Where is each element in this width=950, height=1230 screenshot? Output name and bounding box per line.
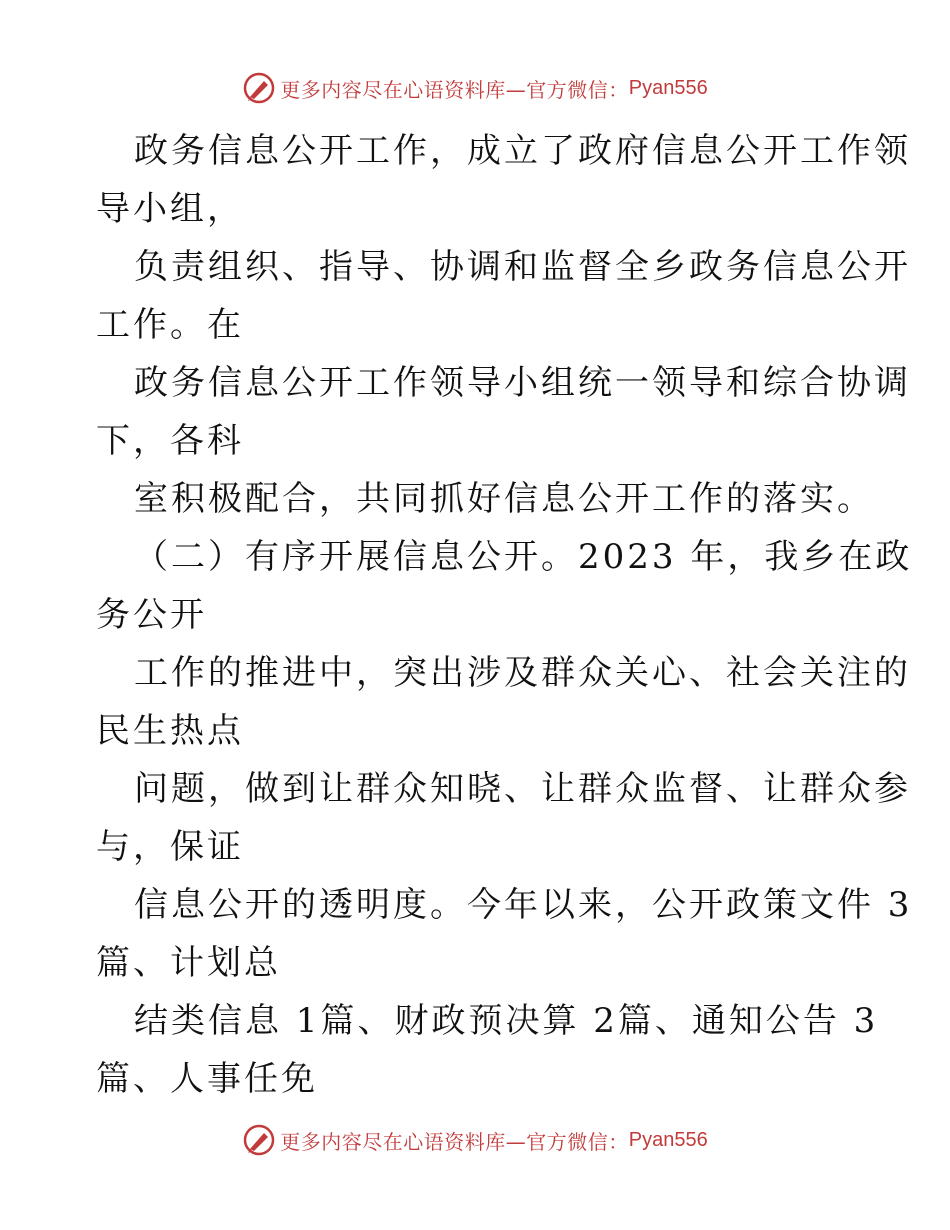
text-line: 室积极配合，共同抓好信息公开工作的落实。 bbox=[134, 479, 874, 519]
text-line: 导小组， bbox=[96, 189, 244, 229]
text-line: 结类信息 1篇、财政预决算 2篇、通知公告 3 bbox=[134, 1001, 879, 1041]
banner-text: 更多内容尽在心语资料库—官方微信： bbox=[280, 77, 629, 102]
text-line: 信息公开的透明度。今年以来，公开政策文件 3 bbox=[134, 885, 913, 925]
text-line: 负责组织、指导、协调和监督全乡政务信息公开 bbox=[134, 247, 911, 287]
text-line: 下，各科 bbox=[96, 421, 244, 461]
text-line: 篇、人事任免 bbox=[96, 1059, 318, 1099]
document-body bbox=[96, 122, 913, 1108]
footer-banner bbox=[0, 1120, 950, 1160]
text-line: 工作的推进中，突出涉及群众关心、社会关注的 bbox=[134, 653, 911, 693]
text-line: 问题，做到让群众知晓、让群众监督、让群众参 bbox=[134, 769, 911, 809]
pen-logo-icon bbox=[242, 1123, 276, 1157]
text-line: 政务信息公开工作领导小组统一领导和综合协调 bbox=[134, 363, 911, 403]
text-line: （二）有序开展信息公开。2023 年，我乡在政 bbox=[134, 537, 913, 577]
text-line: 篇、计划总 bbox=[96, 943, 281, 983]
text-line: 民生热点 bbox=[96, 711, 244, 751]
pen-logo-icon bbox=[242, 71, 276, 105]
header-banner bbox=[0, 68, 950, 108]
text-line: 务公开 bbox=[96, 595, 207, 635]
banner-text: 更多内容尽在心语资料库—官方微信： bbox=[280, 1129, 629, 1154]
text-line: 政务信息公开工作，成立了政府信息公开工作领 bbox=[134, 131, 911, 171]
banner-wechat: Pyan556 bbox=[628, 76, 708, 99]
text-line: 工作。在 bbox=[96, 305, 244, 345]
text-line: 与，保证 bbox=[96, 827, 244, 867]
banner-wechat: Pyan556 bbox=[628, 1128, 708, 1151]
